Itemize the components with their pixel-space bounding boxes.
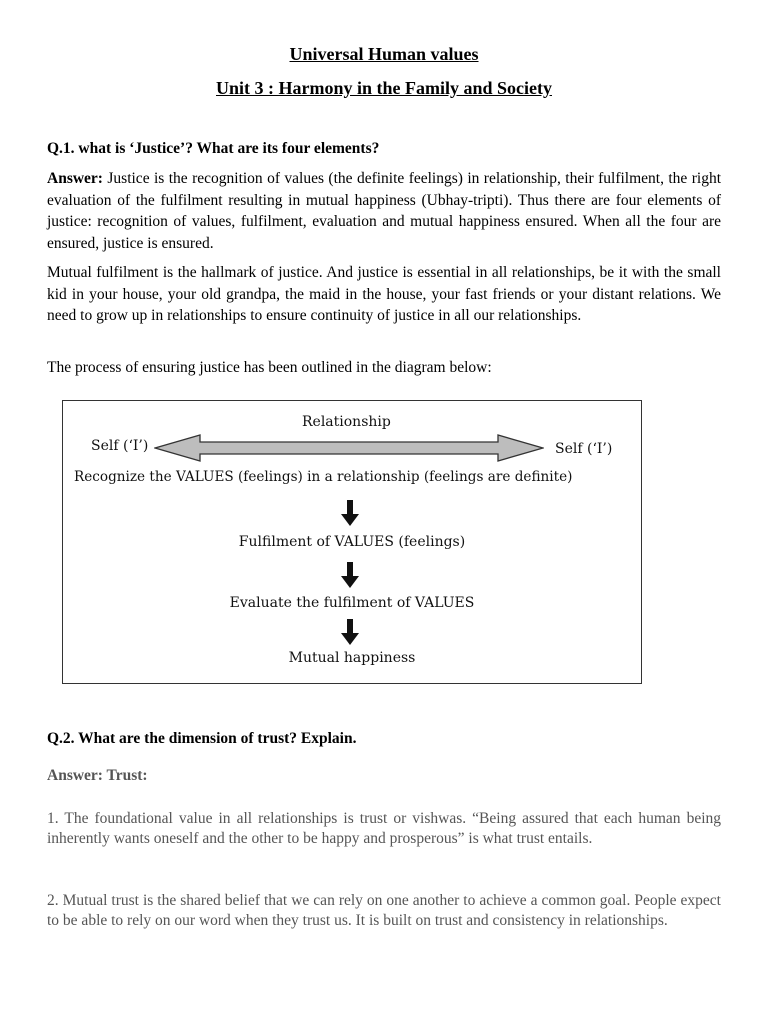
answer-2-heading: Answer: Trust: bbox=[47, 767, 148, 784]
answer-1-paragraph bbox=[47, 168, 721, 254]
trust-point-1: 1. The foundational value in all relationships is trust or vishwas. “Being assured that each human being inherently wants oneself and the other to be happy and prosperous” is what trust entails. bbox=[47, 810, 721, 847]
document-title: Universal Human values bbox=[289, 44, 479, 64]
justice-process-diagram bbox=[62, 400, 642, 684]
relationship-label: Relationship bbox=[302, 414, 391, 430]
answer-1-text: Justice is the recognition of values (the definite feelings) in relationship, their fulfilment, the right evaluation of the fulfilment resulting in mutual happiness (Ubhay-tripti). Thus there are four elements of justice: recognition of values, fulfilment, evaluation and mutual happiness ensured. When all the four are ensured, justice is ensured. bbox=[47, 170, 721, 252]
down-arrow-icon bbox=[340, 500, 360, 526]
trust-point-2: 2. Mutual trust is the shared belief that we can rely on one another to achieve a common goal. People expect to be able to rely on our word when they trust us. It is built on trust and consistency in relationships. bbox=[47, 892, 721, 929]
step-fulfilment: Fulfilment of VALUES (feelings) bbox=[238, 534, 466, 550]
self-left-label: Self (‘I’) bbox=[91, 438, 149, 454]
step-mutual-happiness: Mutual happiness bbox=[288, 650, 416, 666]
mutual-fulfilment-paragraph: Mutual fulfilment is the hallmark of justice. And justice is essential in all relationships, be it with the small kid in your house, your old grandpa, the maid in the house, your fast friends or your distant relations. We need to grow up in relationships to ensure continuity of justice in all our relationships. bbox=[47, 264, 721, 324]
step-recognize-values: Recognize the VALUES (feelings) in a relationship (feelings are definite) bbox=[74, 469, 573, 485]
answer-label: Answer: bbox=[47, 170, 103, 187]
step-evaluate: Evaluate the fulfilment of VALUES bbox=[229, 595, 475, 611]
diagram-intro-paragraph: The process of ensuring justice has been outlined in the diagram below: bbox=[47, 359, 492, 376]
down-arrow-icon bbox=[340, 619, 360, 645]
self-right-label: Self (‘I’) bbox=[555, 441, 613, 457]
question-1: Q.1. what is ‘Justice’? What are its four elements? bbox=[47, 140, 380, 157]
double-headed-arrow-icon bbox=[154, 434, 544, 462]
unit-title: Unit 3 : Harmony in the Family and Society bbox=[216, 78, 552, 98]
question-2: Q.2. What are the dimension of trust? Explain. bbox=[47, 730, 357, 747]
down-arrow-icon bbox=[340, 562, 360, 588]
